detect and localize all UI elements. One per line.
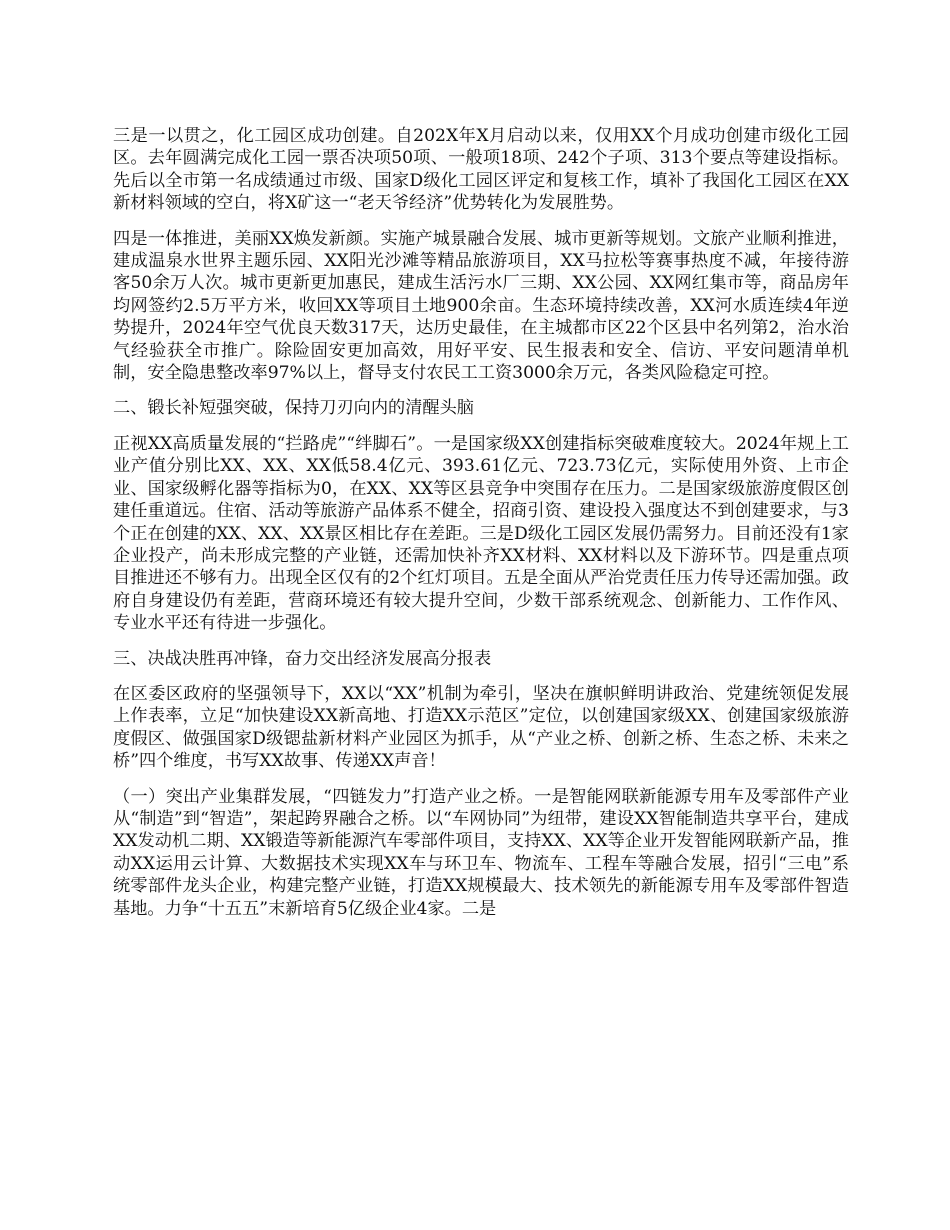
paragraph-4: 在区委区政府的坚强领导下，XX以“XX”机制为牵引，坚决在旗帜鲜明讲政治、党建统领促发展上作表率，立足“加快建设XX新高地、打造XX示范区”定位，以创建国家级XX、创建国家级旅游度假区、做强国家D级锶盐新材料产业园区为抓手，从“产业之桥、创新之桥、生态之桥、未来之桥”四个维度，书写XX故事、传递XX声音！ [113, 683, 849, 772]
paragraph-2: 四是一体推进，美丽XX焕发新颜。实施产城景融合发展、城市更新等规划。文旅产业顺利推进，建成温泉水世界主题乐园、XX阳光沙滩等精品旅游项目，XX马拉松等赛事热度不减，年接待游客50余万人次。城市更新更加惠民，建成生活污水厂三期、XX公园、XX网红集市等，商品房年均网签约2.5万平方米，收回XX等项目土地900余亩。生态环境持续改善，XX河水质连续4年逆势提升，2024年空气优良天数317天，达历史最佳，在主城都市区22个区县中名列第2，治水治气经验获全市推广。除险固安更加高效，用好平安、民生报表和安全、信访、平安问题清单机制，安全隐患整改率97%以上，督导支付农民工工资3000余万元，各类风险稳定可控。 [113, 228, 849, 384]
paragraph-1: 三是一以贯之，化工园区成功创建。自202X年X月启动以来，仅用XX个月成功创建市级化工园区。去年圆满完成化工园一票否决项50项、一般项18项、242个子项、313个要点等建设指标。先后以全市第一名成绩通过市级、国家D级化工园区评定和复核工作，填补了我国化工园区在XX新材料领域的空白，将X矿这一“老天爷经济”优势转化为发展胜势。 [113, 126, 849, 214]
section-heading-2: 二、锻长补短强突破，保持刀刃向内的清醒头脑 [113, 398, 474, 419]
section-heading-3: 三、决战决胜再冲锋，奋力交出经济发展高分报表 [113, 648, 492, 669]
paragraph-3: 正视XX高质量发展的“拦路虎”“绊脚石”。一是国家级XX创建指标突破难度较大。2024年规上工业产值分别比XX、XX、XX低58.4亿元、393.61亿元、723.73亿元，实际使用外资、上市企业、国家级孵化器等指标为0，在XX、XX等区县竞争中突围存在压力。二是国家级旅游度假区创建任重道远。住宿、活动等旅游产品体系不健全，招商引资、建设投入强度达不到创建要求，与3个正在创建的XX、XX、XX景区相比存在差距。三是D级化工园区发展仍需努力。目前还没有1家企业投产，尚未形成完整的产业链，还需加快补齐XX材料、XX材料以及下游环节。四是重点项目推进还不够有力。出现全区仅有的2个红灯项目。五是全面从严治党责任压力传导还需加强。政府自身建设仍有差距，营商环境还有较大提升空间，少数干部系统观念、创新能力、工作作风、专业水平还有待进一步强化。 [113, 433, 849, 634]
paragraph-5: （一）突出产业集群发展，“四链发力”打造产业之桥。一是智能网联新能源专用车及零部件产业从“制造”到“智造”，架起跨界融合之桥。以“车网协同”为纽带，建设XX智能制造共享平台，建成XX发动机二期、XX锻造等新能源汽车零部件项目，支持XX、XX等企业开发智能网联新产品，推动XX运用云计算、大数据技术实现XX车与环卫车、物流车、工程车等融合发展，招引“三电”系统零部件龙头企业，构建完整产业链，打造XX规模最大、技术领先的新能源专用车及零部件智造基地。力争“十五五”末新培育5亿级企业4家。二是 [113, 786, 849, 919]
document-body [113, 125, 849, 933]
